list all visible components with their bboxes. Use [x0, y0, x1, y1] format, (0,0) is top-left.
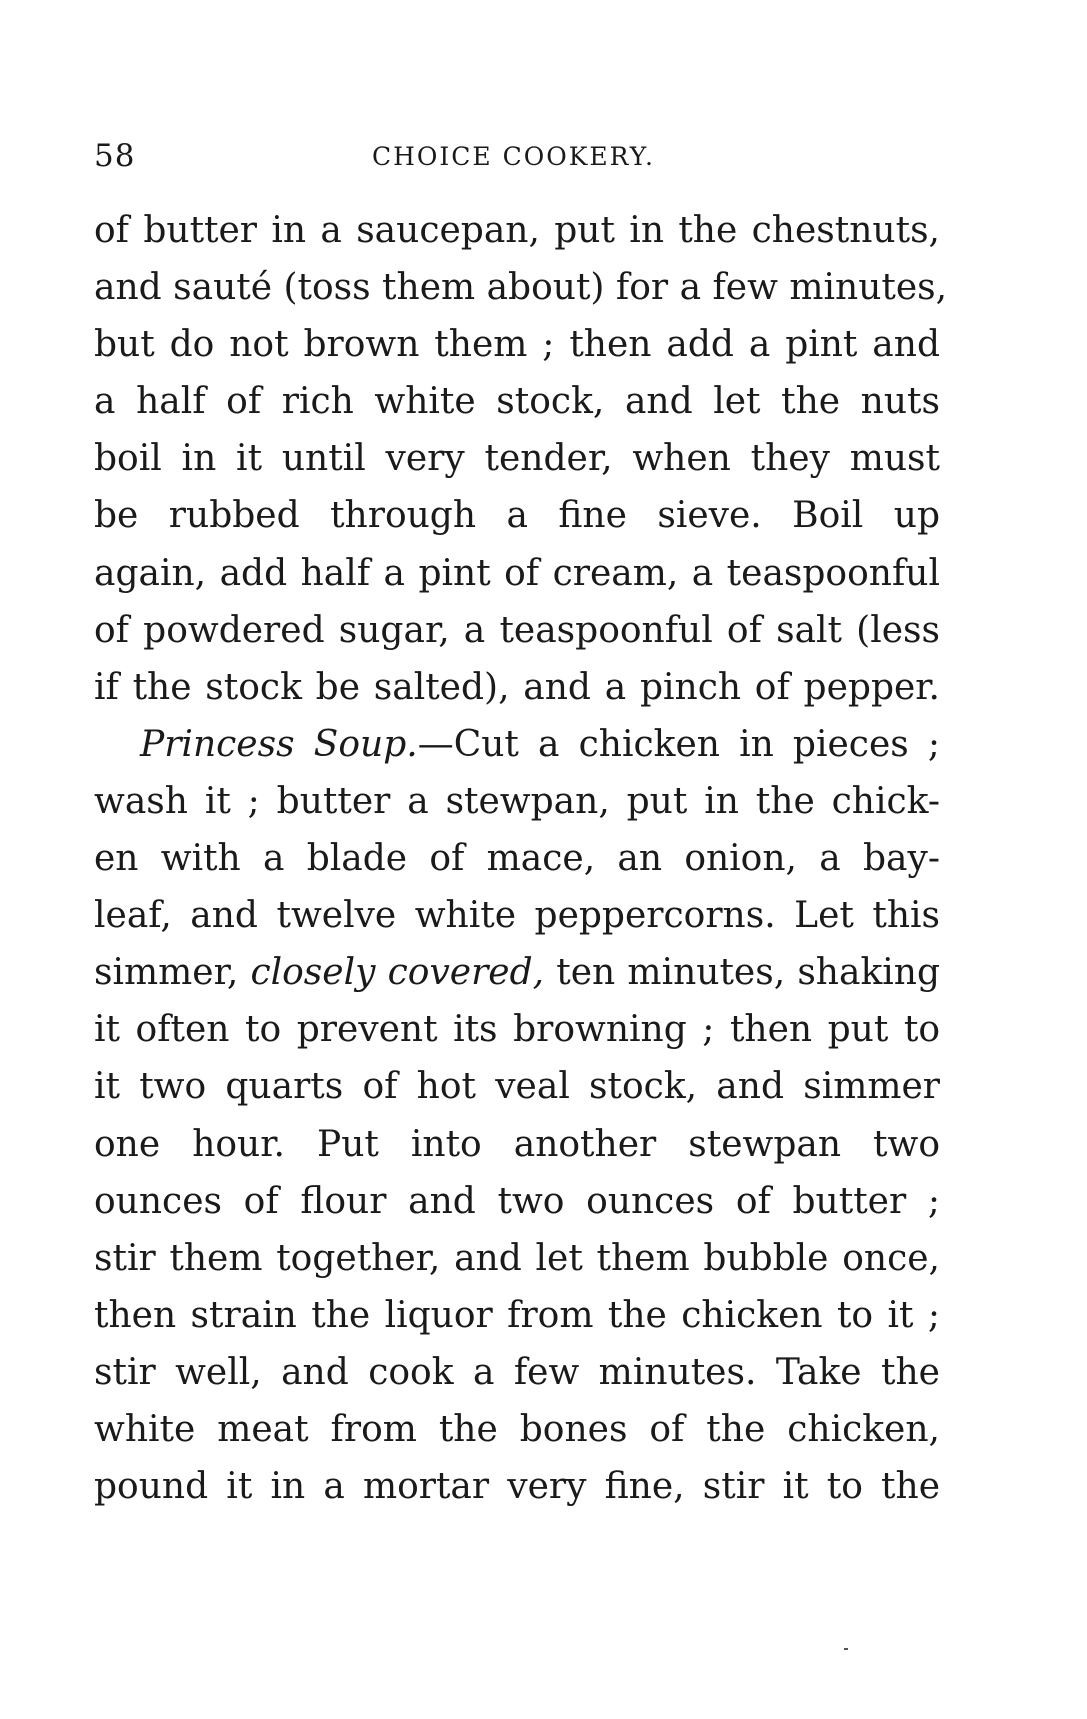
text-run: be rubbed through a fine sieve. Boil up — [94, 495, 940, 537]
text-run: —Cut a chicken in pieces ; — [417, 723, 941, 765]
text-run: and sauté (toss them about) for a few minutes, — [94, 267, 948, 309]
text-line — [94, 773, 940, 830]
text-run: white meat from the bones of the chicken, — [94, 1408, 940, 1450]
text-line — [94, 1344, 940, 1401]
text-run: ten minutes, shaking — [544, 952, 941, 994]
text-run: boil in it until very tender, when they must — [94, 438, 940, 480]
text-run: then strain the liquor from the chicken to it ; — [94, 1294, 940, 1336]
text-run: one hour. Put into another stewpan two — [94, 1123, 940, 1165]
text-line — [94, 887, 940, 944]
text-line — [94, 944, 940, 1001]
text-line — [94, 316, 940, 373]
text-run: leaf, and twelve white peppercorns. Let this — [94, 895, 940, 937]
text-line — [94, 1173, 940, 1230]
text-line — [94, 659, 940, 716]
italic-text: Princess Soup. — [140, 723, 418, 765]
text-line — [94, 373, 940, 430]
text-run: of powdered sugar, a teaspoonful of salt (less — [94, 609, 940, 651]
print-speck — [844, 1648, 848, 1650]
text-run: it often to prevent its browning ; then put to — [94, 1009, 940, 1051]
text-line — [94, 202, 940, 259]
text-line — [94, 716, 940, 773]
text-line — [94, 1116, 940, 1173]
text-line — [94, 259, 948, 316]
text-line — [94, 1401, 940, 1458]
text-line — [94, 487, 940, 544]
text-run: simmer, — [94, 952, 251, 994]
running-head — [94, 138, 940, 178]
book-title: CHOICE COOKERY. — [372, 142, 655, 171]
text-line — [94, 830, 940, 887]
text-line — [94, 1458, 940, 1515]
text-run: stir well, and cook a few minutes. Take the — [94, 1351, 940, 1393]
text-run: en with a blade of mace, an onion, a bay- — [94, 838, 940, 880]
text-line — [94, 602, 940, 659]
text-run: stir them together, and let them bubble once, — [94, 1237, 940, 1279]
text-line — [94, 430, 940, 487]
text-line — [94, 1001, 940, 1058]
italic-text: closely covered, — [250, 952, 545, 994]
text-run: but do not brown them ; then add a pint and — [94, 324, 940, 366]
text-line — [94, 545, 940, 602]
body-text — [94, 202, 948, 1515]
text-run: of butter in a saucepan, put in the chestnuts, — [94, 210, 940, 251]
text-line — [94, 1230, 940, 1287]
text-run: it two quarts of hot veal stock, and simmer — [94, 1066, 940, 1108]
text-line — [94, 1058, 940, 1115]
text-run: if the stock be salted), and a pinch of pepper. — [94, 666, 940, 708]
text-run: a half of rich white stock, and let the nuts — [94, 381, 940, 423]
text-line — [94, 1287, 940, 1344]
text-run: ounces of flour and two ounces of butter ; — [94, 1180, 940, 1222]
text-run: pound it in a mortar very fine, stir it to the — [94, 1466, 940, 1508]
text-run: again, add half a pint of cream, a teaspoonful — [94, 552, 940, 594]
page-number: 58 — [94, 138, 136, 174]
text-run: wash it ; butter a stewpan, put in the chick- — [94, 780, 940, 822]
